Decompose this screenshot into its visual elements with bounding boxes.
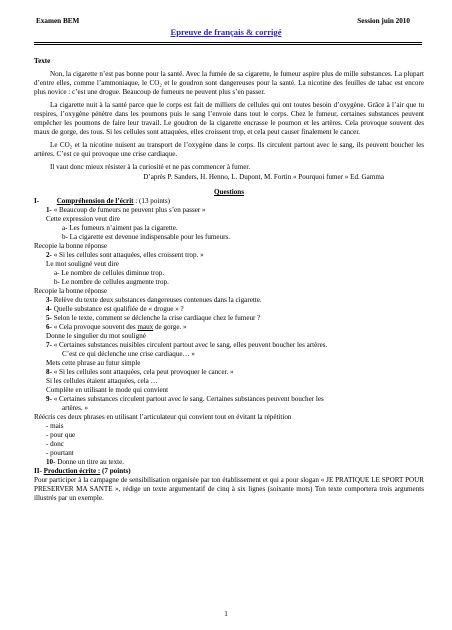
question-9-instruction: Réécris ces deux phrases en utilisant l’articulateur qui convient tout en évitant la répétition [34, 413, 292, 421]
question-1-option-b: b- La cigarette est devenue indispensable pour les fumeurs. [62, 233, 231, 241]
question-6-underlined-word: maux [137, 323, 154, 331]
paragraph-2: La cigarette nuit à la santé parce que le corps est fait de milliers de cellules qui ont toutes besoin d’oxygène. Grâce à l’air que tu respires, l’oxygène pénètre dans les poumons puis le sang l’envoie dans tout le corps. Chez le fumeur, certaines substances peuvent empêcher les poumons de faire leur travail. Le goudron de la cigarette encrasse le poumon et les artères. Cela provoque souvent des maux de gorge, des tous. Si les cellules sont attaquées, elles croissent trop, et cela peut causer finalement le cancer. [34, 101, 424, 136]
exam-label: Examen BEM [36, 17, 80, 25]
document-body [34, 57, 424, 503]
question-6-number: 6- [46, 323, 52, 331]
question-5-number: 5- [46, 314, 52, 322]
question-2-text: « Si les cellules sont attaquées, elles croissent trop. » [51, 251, 204, 259]
texte-heading: Texte [34, 57, 51, 65]
question-1-number: 1- [46, 206, 52, 214]
section-2-points: (7 points) [100, 467, 131, 475]
question-2-instruction: Le mot souligné veut dire [46, 260, 119, 268]
top-rule [34, 42, 422, 43]
question-10 [34, 458, 424, 467]
question-1-option-a: a- Les fumeurs n’aiment pas la cigarette. [62, 224, 178, 232]
recopie-instruction-1: Recopie la bonne réponse [34, 242, 108, 250]
question-2-option-b: b- Le nombre de cellules augmente trop. [54, 278, 169, 286]
questions-heading: Questions [214, 188, 244, 196]
attribution: D’après P. Sanders, H. Henno, L. Dupont, M. Fortin « Pourquoi fumer » Ed. Gamma [143, 173, 384, 181]
recopie-instruction-2: Recopie la bonne réponse [34, 287, 108, 295]
question-9-text: « Certaines substances circulent partout avec le sang. Certaines substances peuvent boucher les [51, 395, 324, 403]
section-2-heading [34, 467, 424, 476]
session-label: Session juin 2010 [357, 17, 410, 25]
question-1 [34, 206, 424, 215]
question-8-continuation: Si les cellules étaient attaquées, cela … [46, 377, 158, 385]
question-8-text: « Si les cellules sont attaquées, cela peut provoquer le cancer. » [51, 368, 234, 376]
question-9-number: 9- [46, 395, 52, 403]
question-8-number: 8- [46, 368, 52, 376]
paragraph-3: Le CO₂ et la nicotine nuisent au transport de l’oxygène dans le corps. Ils circulent partout avec le sang, ils peuvent boucher les artères. C’est ce qui provoque une crise cardiaque. [34, 141, 424, 158]
question-3 [34, 296, 424, 305]
connector-item: - mais [46, 422, 64, 430]
question-9-continuation: artères. » [62, 404, 88, 412]
question-6-text-post: de gorge. » [153, 323, 187, 331]
question-10-text: Donne un titre au texte. [55, 458, 125, 466]
question-10-number: 10- [46, 458, 56, 466]
section-1-title: Compréhension de l’écrit [56, 197, 134, 205]
question-2-number: 2- [46, 251, 52, 259]
page-number: 1 [224, 610, 228, 618]
question-2-option-a: a- Le nombre de cellules diminue trop. [54, 269, 165, 277]
question-6-text-pre: « Cela provoque souvent des [51, 323, 138, 331]
question-3-number: 3- [46, 296, 52, 304]
question-4 [34, 305, 424, 314]
paragraph-4: Il vaut donc mieux résister à la curiosité et ne pas commencer à fumer. [50, 163, 251, 171]
question-2 [34, 251, 424, 260]
question-4-text: Quelle substance est qualifiée de « drogue » ? [51, 305, 184, 313]
connector-item: - donc [46, 440, 64, 448]
question-1-text: « Beaucoup de fumeurs ne peuvent plus s’en passer » [51, 206, 206, 214]
question-4-number: 4- [46, 305, 52, 313]
question-9 [34, 395, 424, 404]
section-2-number: II- [34, 467, 42, 475]
production-instructions: Pour participer à la campagne de sensibilisation organisée par ton établissement et qui a pour slogan « JE PRATIQUE LE SPORT POUR PRESERVER MA SANTE », rédige un texte argumentatif de cinq à six lignes (soixante mots) Ton texte comportera trois arguments illustrés par un exemple. [34, 476, 424, 502]
connector-item: - pourtant [46, 449, 74, 457]
page-title: Epreuve de français & corrigé [170, 27, 282, 37]
question-5 [34, 314, 424, 323]
section-1-number: I- [34, 197, 40, 205]
question-7-text: « Certaines substances nuisibles circulent partout avec le sang, elles peuvent boucher les artères. [51, 341, 328, 349]
question-5-text: Selon le texte, comment se déclenche la crise cardiaque chez le fumeur ? [51, 314, 261, 322]
question-7-number: 7- [46, 341, 52, 349]
section-2-title: Production écrite : [43, 467, 101, 475]
paragraph-1: Non, la cigarette n’est pas bonne pour la santé. Avec la fumée de sa cigarette, le fumeur aspire plus de mille substances. La plupart d’entre elles, comme l’ammoniaque, le CO₂ et le goudron sont dangereuses pour la santé. La nicotine des feuilles de tabac est encore plus novice : c’est une drogue. Beaucoup de fumeurs ne peuvent plus s’en passer. [34, 70, 424, 96]
question-3-text: Relève du texte deux substances dangereuses contenues dans la cigarette. [51, 296, 262, 304]
question-6-instruction: Donne le singulier du mot souligné [46, 332, 146, 340]
connector-item: - pour que [46, 431, 76, 439]
section-1-points: : (13 points) [133, 197, 170, 205]
question-7-instruction: Mets cette phrase au futur simple [46, 359, 141, 367]
question-8-instruction: Complète en utilisant le mode qui convient [46, 386, 169, 394]
question-7-continuation: C’est ce qui déclenche une crise cardiaque… » [62, 350, 195, 358]
section-1-heading [34, 197, 424, 206]
question-1-instruction: Cette expression veut dire [46, 215, 120, 223]
question-6 [34, 323, 424, 332]
top-rule-double [34, 44, 422, 45]
question-8 [34, 368, 424, 377]
question-7 [34, 341, 424, 350]
